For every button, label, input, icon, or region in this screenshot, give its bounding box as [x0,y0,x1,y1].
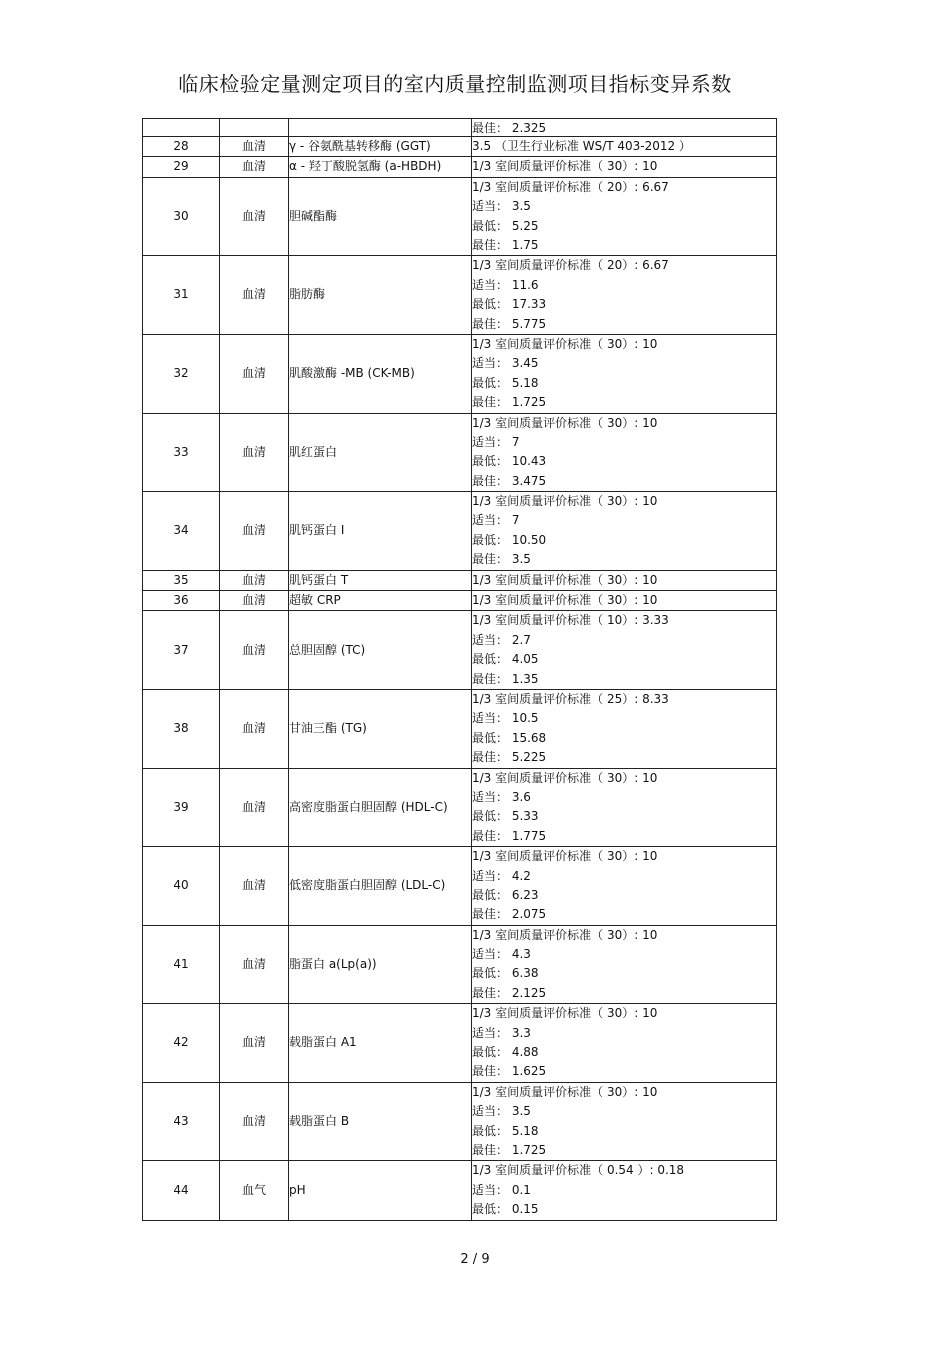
cell-sample: 血清 [220,137,289,157]
criteria-line: 最佳： 1.725 [472,395,547,410]
cell-criteria [472,847,777,926]
cell-number: 33 [143,413,220,492]
criteria-line: 适当： 3.5 [472,199,531,214]
criteria-line: 适当： 0.1 [472,1182,531,1197]
criteria-line: 1/3 室间质量评价标准（ 30）: 10 [472,572,658,587]
criteria-line: 最低： 10.50 [472,532,547,547]
criteria-line: 最佳： 1.775 [472,828,547,843]
table-row [143,1082,777,1161]
cell-number: 35 [143,570,220,590]
criteria-line: 1/3 室间质量评价标准（ 30）: 10 [472,927,658,942]
table-row [143,256,777,335]
criteria-line: 最佳： 5.225 [472,750,547,765]
cell-number: 31 [143,256,220,335]
cell-item: 肌钙蛋白 I [289,492,472,571]
page-number: 2 / 9 [460,1252,490,1267]
criteria-line: 最佳： 1.625 [472,1064,547,1079]
cell-criteria [472,591,777,611]
cell-criteria [472,611,777,690]
criteria-line: 最低： 6.23 [472,887,539,902]
cell-criteria [472,925,777,1004]
table-row [143,492,777,571]
table-row [143,611,777,690]
cell-item: 脂蛋白 a(Lp(a)) [289,925,472,1004]
criteria-line: 最低： 17.33 [472,297,547,312]
cell-sample: 血清 [220,177,289,256]
table-row [143,1161,777,1220]
cell-number: 44 [143,1161,220,1220]
cell-sample: 血清 [220,611,289,690]
criteria-line: 最佳： 2.075 [472,907,547,922]
cell-number: 39 [143,768,220,847]
cell-item: 肌红蛋白 [289,413,472,492]
cell-sample: 血清 [220,413,289,492]
cell-item: 肌钙蛋白 T [289,570,472,590]
cell-sample: 血清 [220,334,289,413]
criteria-line: 最低： 4.88 [472,1045,539,1060]
criteria-line: 适当： 4.2 [472,868,531,883]
criteria-line: 最佳： 1.75 [472,237,539,252]
cell-number: 29 [143,157,220,177]
page-title: 临床检验定量测定项目的室内质量控制监测项目指标变异系数 [178,72,732,96]
criteria-line: 最佳： 5.775 [472,316,547,331]
cell-sample: 血清 [220,925,289,1004]
criteria-line: 适当： 4.3 [472,947,531,962]
cell-sample: 血清 [220,1082,289,1161]
cell-sample: 血气 [220,1161,289,1220]
cell-sample: 血清 [220,591,289,611]
criteria-line: 1/3 室间质量评价标准（ 0.54 ）: 0.18 [472,1163,685,1178]
cell-item: 高密度脂蛋白胆固醇 (HDL-C) [289,768,472,847]
cell-item: 总胆固醇 (TC) [289,611,472,690]
qc-table [142,118,777,1221]
criteria-line: 最低： 5.25 [472,218,539,233]
cell-criteria [472,256,777,335]
cell-criteria [472,137,777,157]
criteria-line: 适当： 3.6 [472,789,531,804]
table-row [143,591,777,611]
criteria-line: 最低： 5.18 [472,375,539,390]
criteria-line: 适当： 3.45 [472,356,539,371]
criteria-line: 适当： 11.6 [472,277,539,292]
cell-sample: 血清 [220,157,289,177]
cell-item: pH [289,1161,472,1220]
cell-criteria [472,334,777,413]
criteria-line: 最低： 6.38 [472,966,539,981]
cell-item [289,119,472,137]
table-row [143,847,777,926]
criteria-line: 适当： 3.5 [472,1104,531,1119]
criteria-line: 适当： 3.3 [472,1025,531,1040]
cell-criteria [472,1004,777,1083]
criteria-line: 最佳： 1.35 [472,671,539,686]
table-row [143,768,777,847]
criteria-line: 适当： 7 [472,513,520,528]
criteria-line: 最低： 4.05 [472,652,539,667]
cell-criteria [472,177,777,256]
criteria-line: 1/3 室间质量评价标准（ 30）: 10 [472,494,658,509]
cell-sample: 血清 [220,768,289,847]
cell-item: 低密度脂蛋白胆固醇 (LDL-C) [289,847,472,926]
cell-criteria [472,413,777,492]
cell-number: 42 [143,1004,220,1083]
cell-sample: 血清 [220,570,289,590]
criteria-line: 1/3 室间质量评价标准（ 30）: 10 [472,849,658,864]
cell-item: γ - 谷氨酰基转移酶 (GGT) [289,137,472,157]
cell-item: 甘油三酯 (TG) [289,690,472,769]
cell-number: 41 [143,925,220,1004]
cell-item: 脂肪酶 [289,256,472,335]
criteria-line: 1/3 室间质量评价标准（ 30）: 10 [472,593,658,608]
criteria-line: 1/3 室间质量评价标准（ 30）: 10 [472,415,658,430]
cell-sample: 血清 [220,690,289,769]
cell-sample: 血清 [220,1004,289,1083]
criteria-line: 适当： 10.5 [472,711,539,726]
criteria-line: 最低： 10.43 [472,454,547,469]
criteria-line: 最低： 5.18 [472,1123,539,1138]
cell-criteria [472,157,777,177]
criteria-line: 1/3 室间质量评价标准（ 20）: 6.67 [472,258,669,273]
criteria-line: 适当： 2.7 [472,632,531,647]
criteria-line: 适当： 7 [472,434,520,449]
cell-criteria [472,570,777,590]
cell-number: 28 [143,137,220,157]
cell-item: 胆碱酯酶 [289,177,472,256]
cell-number [143,119,220,137]
table-row [143,570,777,590]
cell-criteria [472,492,777,571]
criteria-line: 1/3 室间质量评价标准（ 30）: 10 [472,770,658,785]
criteria-line: 最佳： 3.5 [472,552,531,567]
cell-criteria [472,119,777,137]
cell-number: 36 [143,591,220,611]
table-row [143,925,777,1004]
criteria-line: 3.5 （卫生行业标准 WS/T 403-2012 ） [472,139,691,153]
cell-item: 载脂蛋白 B [289,1082,472,1161]
criteria-line: 1/3 室间质量评价标准（ 30）: 10 [472,1084,658,1099]
cell-number: 37 [143,611,220,690]
criteria-line: 最佳： 2.125 [472,985,547,1000]
cell-number: 40 [143,847,220,926]
cell-sample: 血清 [220,492,289,571]
criteria-line: 1/3 室间质量评价标准（ 25）: 8.33 [472,692,669,706]
table-row [143,137,777,157]
cell-sample: 血清 [220,847,289,926]
criteria-line: 1/3 室间质量评价标准（ 30）: 10 [472,159,658,174]
cell-criteria [472,768,777,847]
table-row [143,1004,777,1083]
criteria-line: 最低： 15.68 [472,730,547,745]
cell-item: 超敏 CRP [289,591,472,611]
criteria-line: 最低： 5.33 [472,809,539,824]
criteria-line: 最佳： 3.475 [472,473,547,488]
criteria-line: 1/3 室间质量评价标准（ 30）: 10 [472,336,658,351]
criteria-line: 最佳： 1.725 [472,1142,547,1157]
criteria-line: 最低： 0.15 [472,1202,539,1217]
table-row-continuation [143,119,777,137]
cell-item: 载脂蛋白 A1 [289,1004,472,1083]
criteria-line: 1/3 室间质量评价标准（ 20）: 6.67 [472,179,669,194]
cell-sample [220,119,289,137]
cell-item: 肌酸激酶 -MB (CK-MB) [289,334,472,413]
cell-criteria [472,690,777,769]
table-row [143,413,777,492]
table-row [143,690,777,769]
cell-criteria [472,1082,777,1161]
cell-number: 43 [143,1082,220,1161]
criteria-line: 1/3 室间质量评价标准（ 10）: 3.33 [472,613,669,628]
table-row [143,157,777,177]
cell-sample: 血清 [220,256,289,335]
criteria-line: 1/3 室间质量评价标准（ 30）: 10 [472,1006,658,1021]
cell-number: 32 [143,334,220,413]
cell-number: 38 [143,690,220,769]
cell-number: 34 [143,492,220,571]
table-row [143,177,777,256]
cell-item: α - 羟丁酸脱氢酶 (a-HBDH) [289,157,472,177]
criteria-line: 最佳： 2.325 [472,120,547,135]
cell-criteria [472,1161,777,1220]
qc-table-body [143,119,777,1221]
cell-number: 30 [143,177,220,256]
table-row [143,334,777,413]
